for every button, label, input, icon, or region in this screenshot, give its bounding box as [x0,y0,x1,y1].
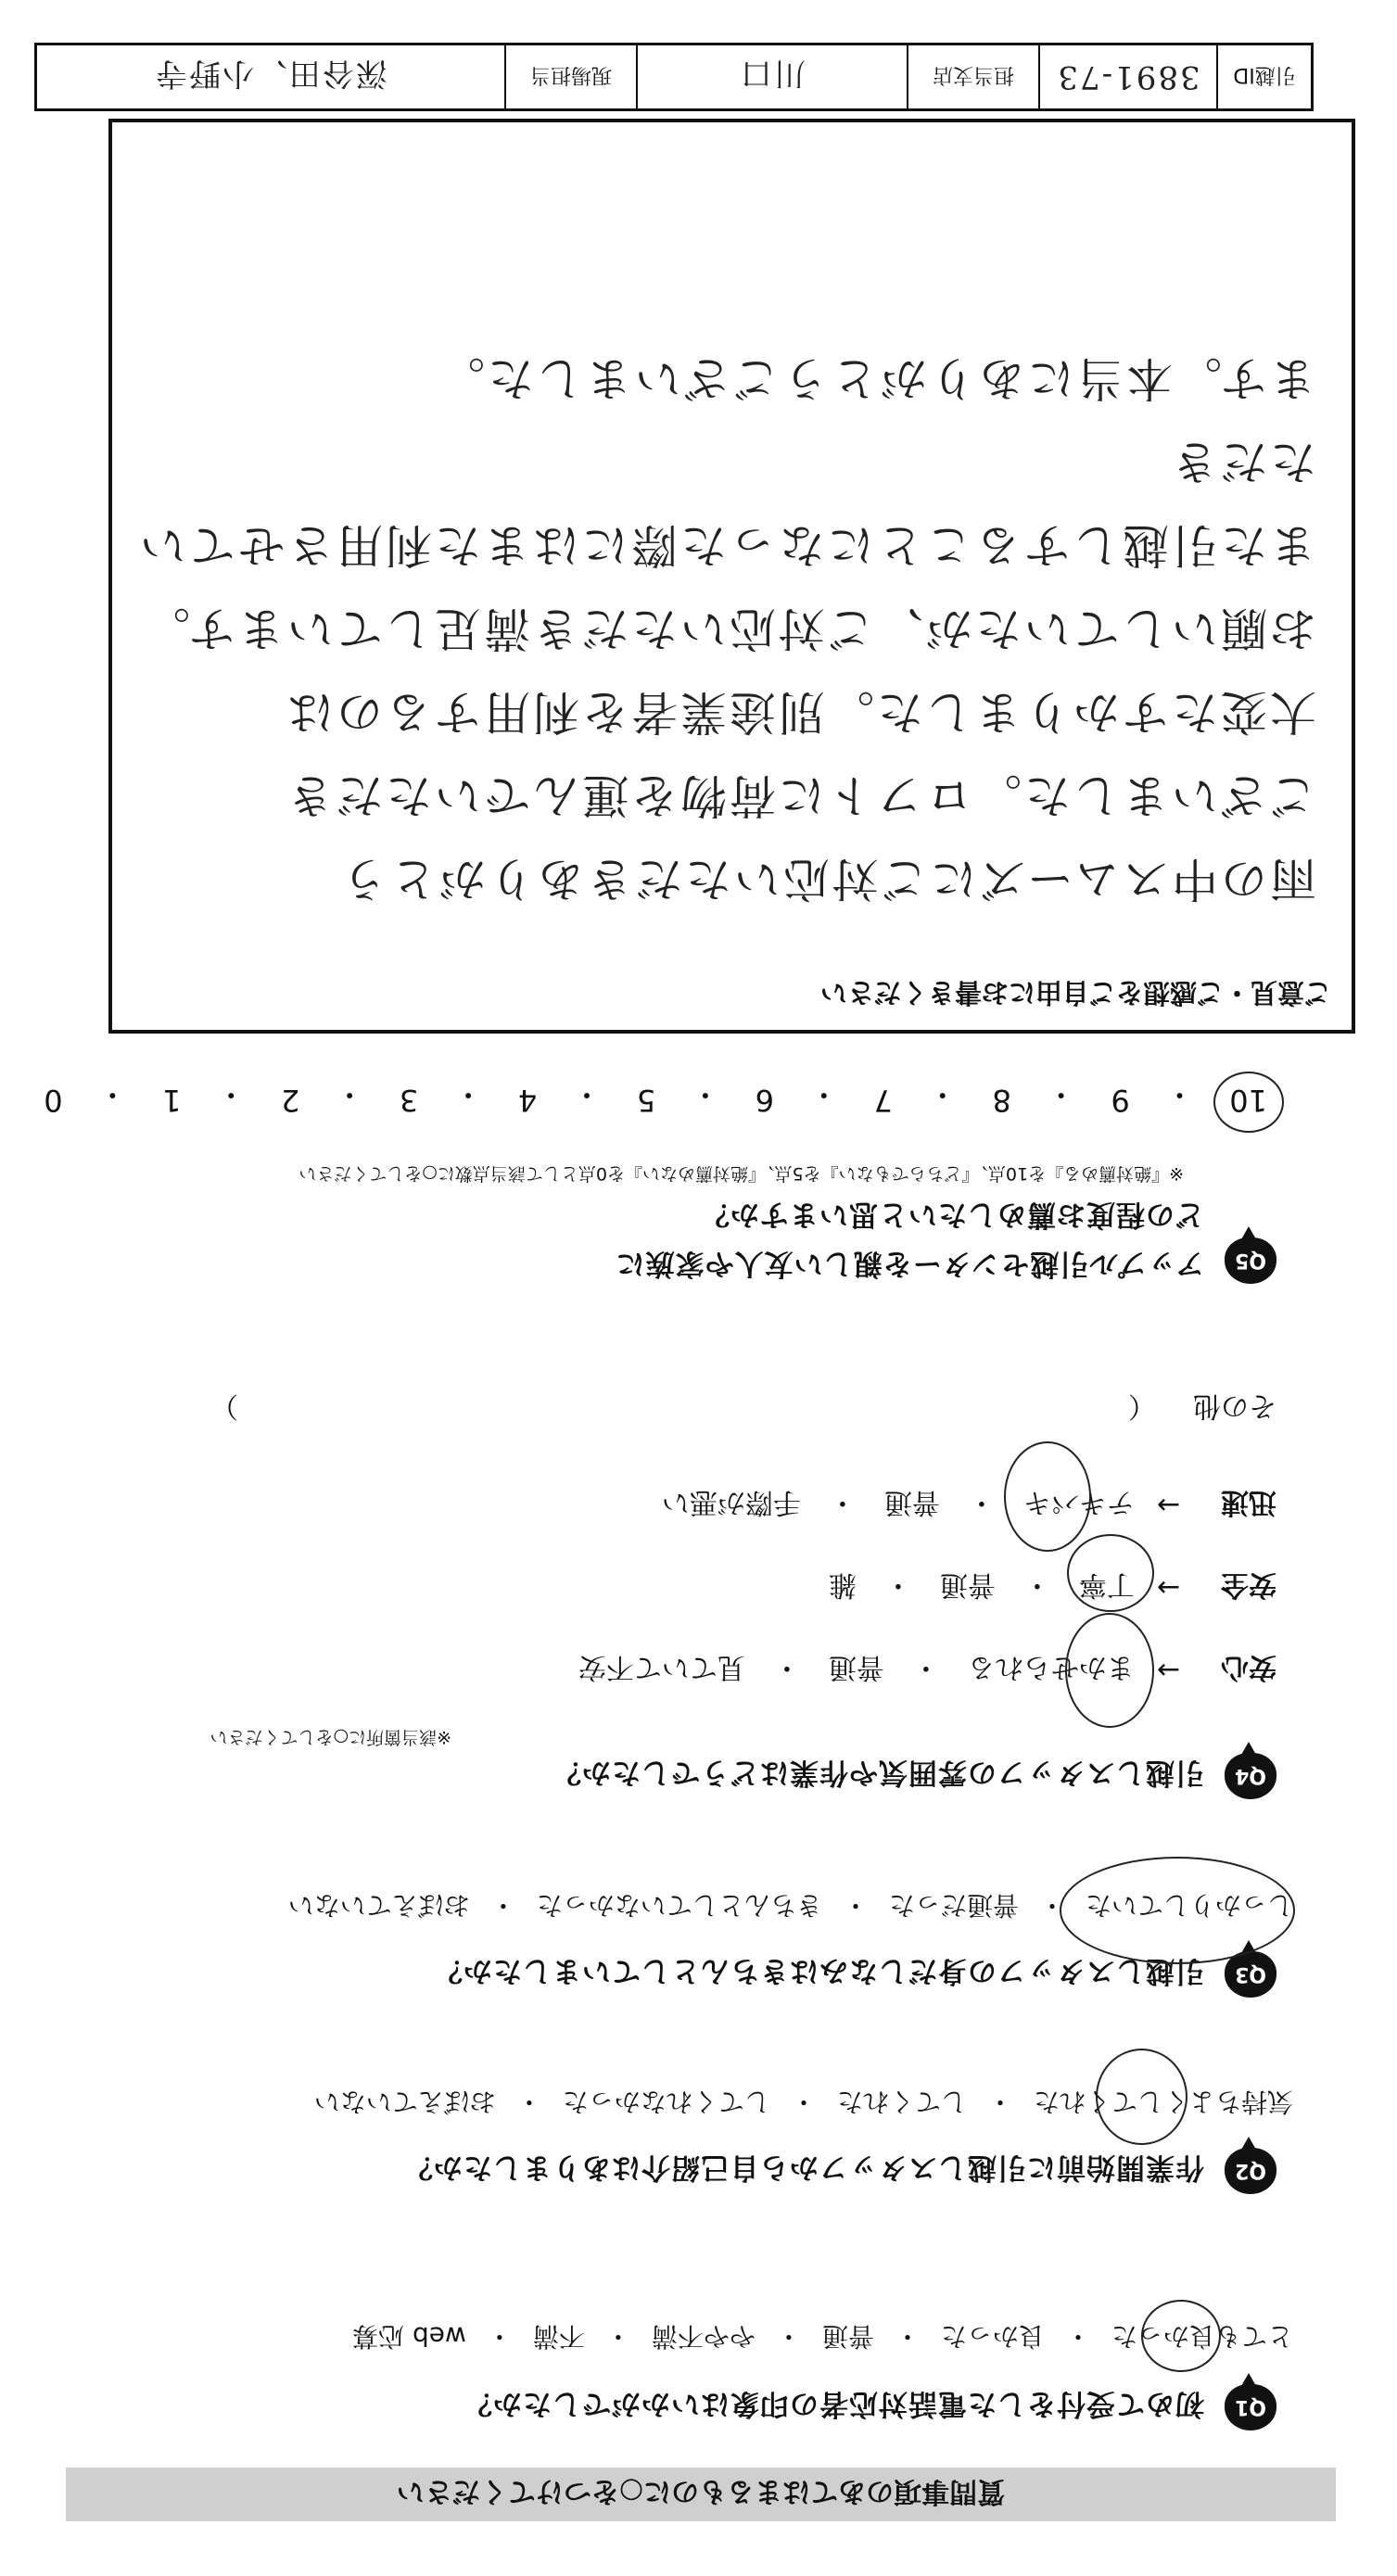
q4-row-label: 安心 [1221,1651,1276,1683]
id-value[interactable]: 3891-73 [1038,45,1216,108]
q4-row-label: 迅速 [1221,1486,1276,1518]
q4-option[interactable]: 雑 [828,1568,857,1601]
score-option[interactable]: 8 [992,1083,1011,1118]
q4-relief-selection-circle [1065,1613,1154,1728]
score-option[interactable]: 2 [281,1083,300,1118]
q4-safety-selection-circle [1067,1534,1154,1612]
score-option[interactable]: 5 [636,1083,656,1118]
q4-option[interactable]: まかせられる [967,1651,1135,1683]
q4-row-relief: 安心 → まかせられる ・ 普通 ・ 見ていて不安 [578,1650,1276,1691]
q2-option[interactable]: 気持ちよくしてくれた [1033,2087,1293,2117]
q1-option[interactable]: 普通 [821,2321,874,2352]
q4-row-label: 安全 [1221,1568,1276,1601]
branch-label: 担当支店 [907,45,1038,108]
staff-label: 現場担当 [504,45,636,108]
staff-info-table [34,43,1314,111]
question-q2 [403,2148,1276,2194]
instruction-header [66,2468,1336,2521]
instruction-text: 質問事項のあてはまるものに○をつけてください [396,2475,1006,2507]
q4-text: 引越しスタッフの雰囲気や作業はどうでしたか？ [552,1756,1204,1790]
q1-option[interactable]: web 応募 [352,2321,466,2352]
score-option[interactable]: 10 [1229,1083,1267,1118]
q1-option[interactable]: 不満 [532,2321,585,2352]
handwriting-line: ます。本当にありがとうございました。 [436,351,1316,405]
handwriting-line: また引越しすることになった際にはまた利用させていただき [137,435,1316,572]
score-option[interactable]: 3 [399,1083,419,1118]
q4-note: ※該当箇所に○をしてください [210,1727,451,1747]
q3-selection-circle [1060,1857,1295,1964]
q1-text: 初めて受付をした電話対応者の印象はいかがでしたか？ [463,2387,1204,2421]
q4-option[interactable]: 見ていて不安 [578,1651,745,1683]
q4-option[interactable]: 手際が悪い [661,1486,801,1518]
question-q4 [552,1753,1276,1799]
score-option[interactable]: 4 [517,1083,538,1118]
handwriting-line: ございました。ロフトに荷物を運んでいただき [285,768,1316,822]
feedback-box[interactable] [108,119,1355,1034]
q4-option[interactable]: 普通 [883,1486,940,1518]
q3-text: 引越しスタッフの身だしなみはきちんとしていましたか？ [433,1954,1204,1988]
q4-speed-selection-circle [1004,1441,1091,1552]
q1-option[interactable]: とても良かった [1111,2321,1293,2352]
score-option[interactable]: 0 [44,1083,63,1118]
q2-option[interactable]: してくれた [836,2087,967,2117]
q2-badge: Q2 [1225,2148,1276,2194]
q4-badge: Q4 [1225,1753,1276,1799]
q5-selection-circle [1213,1072,1284,1133]
score-option[interactable]: 1 [162,1083,182,1118]
score-option[interactable]: 7 [873,1083,893,1118]
branch-value[interactable]: 川口 [636,45,907,108]
q1-options: とても良かった ・ 良かった ・ 普通 ・ やや不満 ・ 不満 ・ web 応募 [352,2319,1293,2356]
q2-selection-circle [1096,2049,1187,2145]
feedback-title: ご意見・ご感想をご自由にお書きください [819,977,1331,1009]
q4-row-safety: 安全 → 丁寧 ・ 普通 ・ 雑 [829,1567,1276,1608]
q3-option[interactable]: おぼえていない [287,1890,470,1921]
q4-other-field[interactable]: （ ） [210,1390,1156,1422]
q4-option[interactable]: 普通 [939,1568,996,1601]
q4-row-speed: 迅速 → テキパキ ・ 普通 ・ 手際が悪い [662,1485,1276,1526]
q4-other [210,1389,1276,1429]
q3-badge: Q3 [1225,1951,1276,1998]
q3-option[interactable]: きちんとしていなかった [536,1890,822,1921]
q4-option[interactable]: 普通 [828,1651,884,1683]
feedback-handwriting [130,336,1316,920]
score-option[interactable]: 9 [1111,1083,1130,1118]
q2-option[interactable]: してくれなかった [562,2087,770,2117]
q5-badge: Q5 [1225,1237,1276,1284]
handwriting-line: お願いしていたが、ご対応いただき満足しています。 [141,602,1316,655]
score-option[interactable]: 6 [755,1083,775,1118]
q3-options: しっかりしていた ・ 普通だった ・ きちんとしていなかった ・ おぼえていない [288,1888,1293,1925]
q4-other-label: その他 [1193,1390,1276,1422]
q3-option[interactable]: しっかりしていた [1085,1890,1293,1921]
q1-option[interactable]: 良かった [940,2321,1045,2352]
staff-value[interactable]: 深谷田、小野寺 [154,55,387,93]
q5-note: ※『絶対薦める』を10点、『どちらでもない』を5点、『絶対薦めない』を0点として該当点数に○をしてください [298,1163,1184,1184]
q2-text: 作業開始前に引越しスタッフから自己紹介はありましたか？ [403,2151,1204,2185]
question-q1 [463,2384,1276,2430]
q4-option[interactable]: テキパキ [1022,1486,1135,1518]
id-label: 引越ID [1216,45,1311,108]
q3-option[interactable]: 普通だった [888,1890,1019,1921]
q4-option[interactable]: 丁寧 [1078,1568,1135,1601]
q1-option[interactable]: やや不満 [651,2321,756,2352]
q5-text-line2: どの程度お薦めしたいと思いますか？ [700,1198,1204,1231]
q2-option[interactable]: おぼえていない [313,2087,496,2117]
q5-text-line1: アップル引越センターを親しい友人や家族に [615,1247,1204,1280]
q1-selection-circle [1141,2300,1221,2372]
q5-score-scale: 10 ・ 9 ・ 8 ・ 7 ・ 6 ・ 5 ・ 4 ・ 3 ・ 2 ・ 1 ・ 0 [44,1077,1267,1118]
handwriting-line: 大変たすかりました。別途業者を利用するのは [285,685,1316,739]
q1-badge: Q1 [1225,2384,1276,2430]
handwriting-line: 雨の中スムーズにご対応いただきありがとう [338,852,1316,906]
q2-options: 気持ちよくしてくれた ・ してくれた ・ してくれなかった ・ おぼえていない [314,2085,1293,2122]
question-q5 [616,1197,1276,1288]
